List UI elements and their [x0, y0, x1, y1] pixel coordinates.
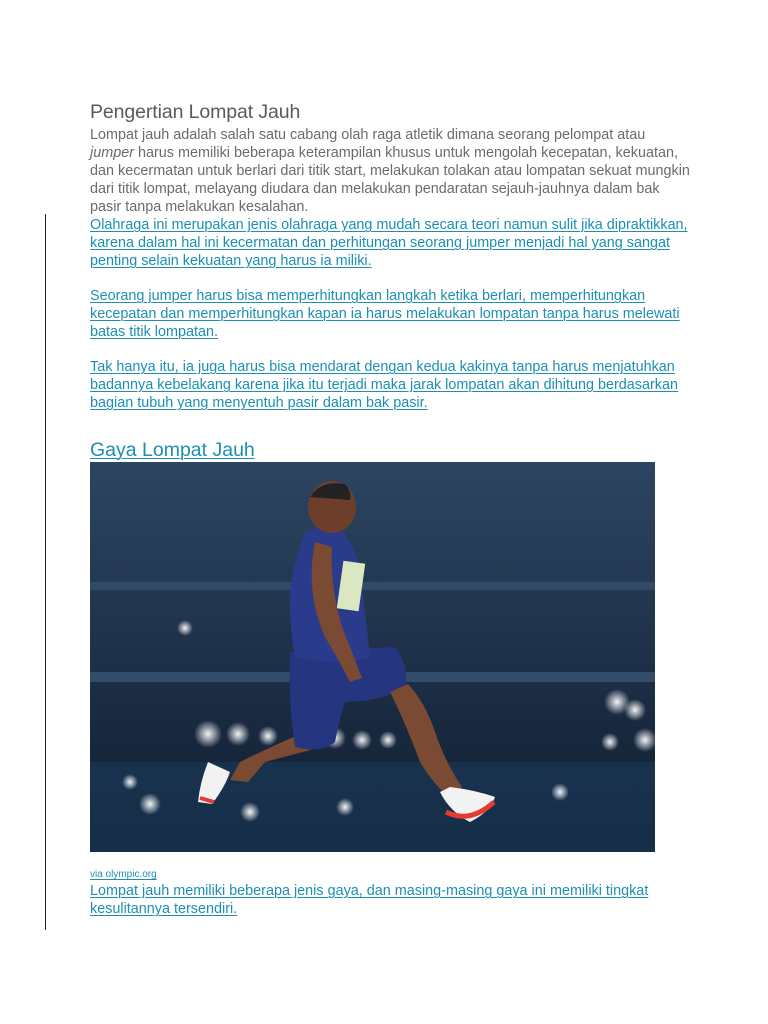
- paragraph-1: [90, 216, 690, 270]
- page-title: Pengertian Lompat Jauh: [90, 101, 301, 123]
- paragraph-link-3[interactable]: Tak hanya itu, ia juga harus bisa mendarat dengan kedua kakinya tanpa harus menjatuhkan badannya kebelakang karena jika itu terjadi maka jarak lompatan akan dihitung berdasarkan bagian tubuh yang menyentuh pasir dalam bak pasir.: [90, 359, 678, 411]
- paragraph-3: [90, 358, 690, 412]
- closing-link[interactable]: Lompat jauh memiliki beberapa jenis gaya, dan masing-masing gaya ini memiliki tingkat kesulitannya tersendiri.: [90, 883, 649, 917]
- closing-paragraph: [90, 882, 690, 918]
- intro-text-1: Lompat jauh adalah salah satu cabang olah raga atletik dimana seorang pelompat atau: [90, 127, 646, 143]
- article: [90, 100, 690, 918]
- paragraph-link-2[interactable]: Seorang jumper harus bisa memperhitungkan langkah ketika berlari, memperhitungkan kecepatan dan memperhitungkan kapan ia harus melakukan lompatan tanpa harus melewati batas titik lompatan.: [90, 288, 680, 340]
- page-margin-line: [45, 214, 46, 930]
- intro-italic: jumper: [90, 145, 134, 161]
- section-title: [90, 439, 690, 461]
- intro-text-2: harus memiliki beberapa keterampilan khusus untuk mengolah kecepatan, kekuatan, dan kecermatan untuk berlari dari titik start, melakukan tolakan atau lompatan sekuat mungkin dari titik lompat, melayang diudara dan melakukan pendaratan sejauh-jauhnya dalam bak pasir tanpa melakukan kesalahan.: [90, 145, 690, 215]
- section-title-link[interactable]: Gaya Lompat Jauh: [90, 439, 255, 461]
- long-jump-photo: [90, 462, 655, 852]
- paragraph-2: [90, 287, 690, 341]
- athlete-illustration: [90, 462, 655, 852]
- paragraph-link-1[interactable]: Olahraga ini merupakan jenis olahraga yang mudah secara teori namun sulit jika dipraktikkan, karena dalam hal ini kecermatan dan perhitungan seorang jumper menjadi hal yang sangat penting selain kekuatan yang harus ia miliki.: [90, 217, 688, 269]
- intro-paragraph: [90, 126, 690, 216]
- caption-link[interactable]: via olympic.org: [90, 869, 157, 880]
- photo-caption: [90, 869, 690, 881]
